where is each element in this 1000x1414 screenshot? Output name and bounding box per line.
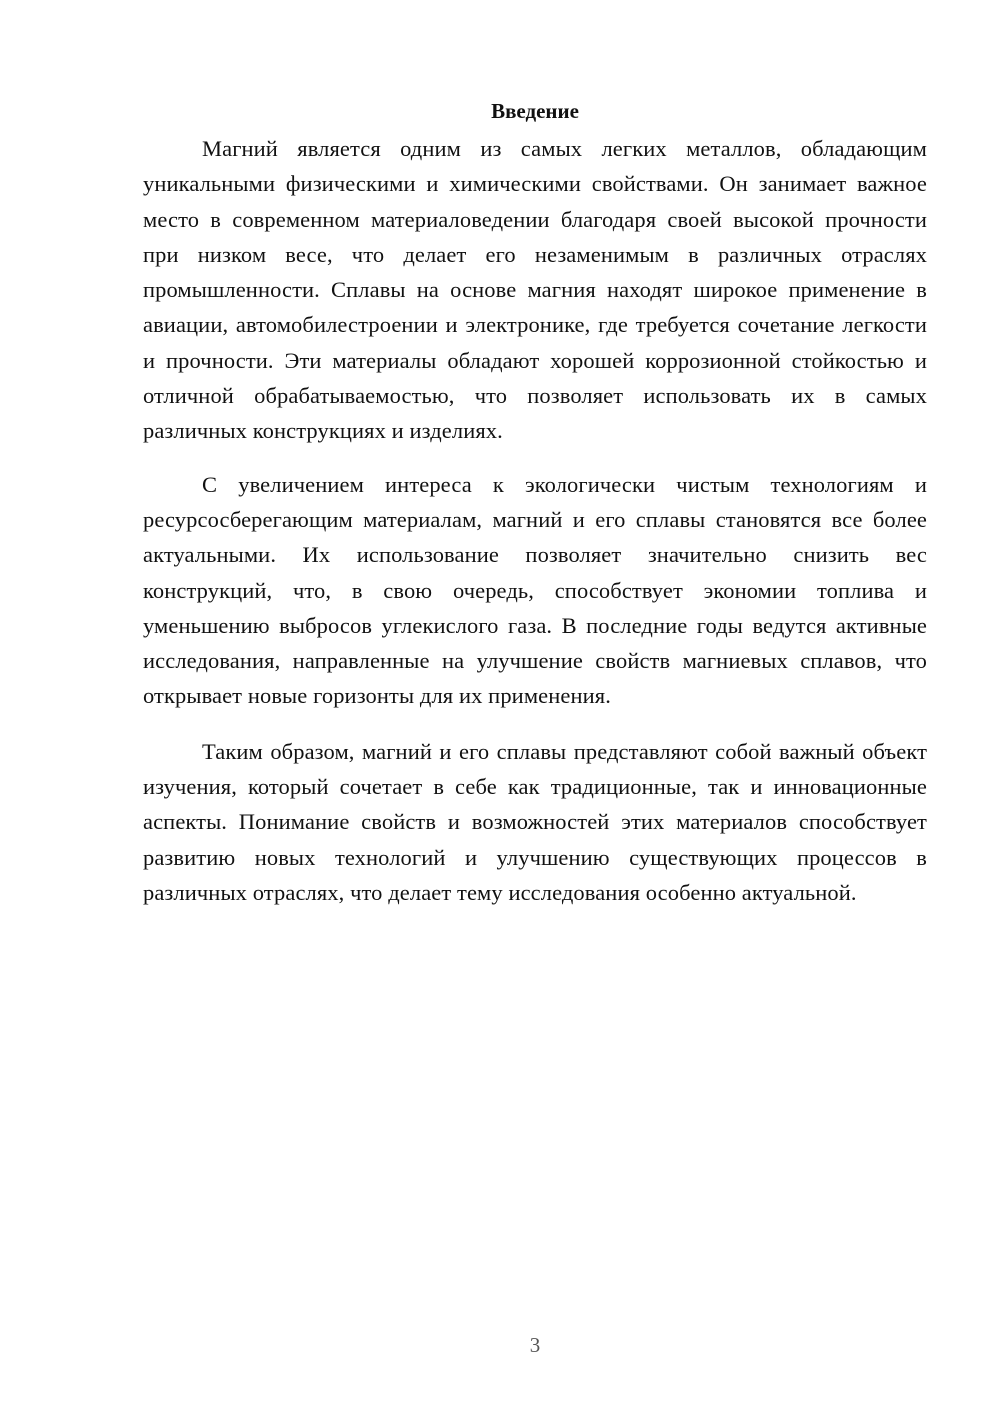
page-number: 3 xyxy=(529,1333,541,1357)
document-page xyxy=(143,96,927,910)
paragraph-2: С увеличением интереса к экологически чистым технологиям и ресурсосберегающим материалам, магний и его сплавы становятся все более актуальными. Их использование позволяет значительно снизить вес конструкций, что, в свою очередь, способствует экономии топлива и уменьшению выбросов углекислого газа. В последние годы ведутся активные исследования, направленные на улучшение свойств магниевых сплавов, что открывает новые горизонты для их применения. xyxy=(143,471,927,709)
section-title: Введение xyxy=(491,99,579,123)
paragraph-1: Магний является одним из самых легких металлов, обладающим уникальными физическими и химическими свойствами. Он занимает важное место в современном материаловедении благодаря своей высокой прочности при низком весе, что делает его незаменимым в различных отраслях промышленности. Сплавы на основе магния находят широкое применение в авиации, автомобилестроении и электронике, где требуется сочетание легкости и прочности. Эти материалы обладают хорошей коррозионной стойкостью и отличной обрабатываемостью, что позволяет использовать их в самых различных конструкциях и изделиях. xyxy=(143,136,927,444)
paragraph-3: Таким образом, магний и его сплавы представляют собой важный объект изучения, который сочетает в себе как традиционные, так и инновационные аспекты. Понимание свойств и возможностей этих материалов способствует развитию новых технологий и улучшению существующих процессов в различных отраслях, что делает тему исследования особенно актуальной. xyxy=(143,738,927,905)
